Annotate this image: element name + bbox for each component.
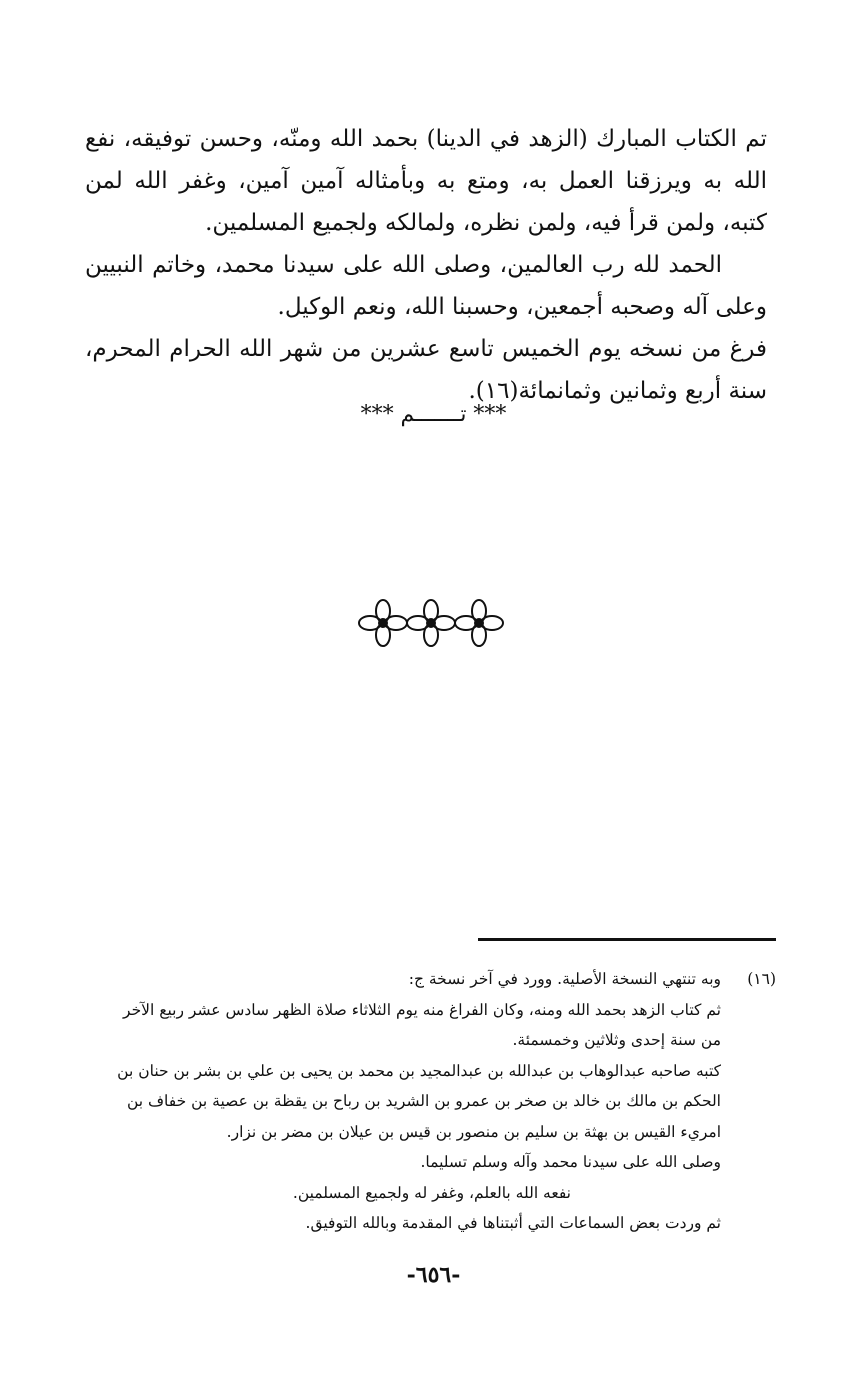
footnote-line: نفعه الله بالعلم، وغفر له ولجميع المسلمين. <box>292 1183 571 1202</box>
colophon-paragraph: تم الكتاب المبارك (الزهد في الدينا) بحمد الله ومنّه، وحسن توفيقه، نفع الله به ويرزقنا العمل به، ومتع به وبأمثاله آمين آمين، وغفر الله لمن كتبه، ولمن قرأ فيه، ولمن نظره، ولمالكه ولجميع المسلمين. <box>85 126 767 236</box>
footnote-body <box>100 964 721 1239</box>
footnote-line: ثم كتاب الزهد بحمد الله ومنه، وكان الفراغ منه يوم الثلاثاء صلاة الظهر سادس عشر ربيع الآخر من سنة إحدى وثلاثين وخمسمئة. <box>123 1000 721 1049</box>
end-mark: *** تـــــــم *** <box>360 402 507 427</box>
ornament-flower-right <box>455 600 503 646</box>
floral-ornament <box>356 596 506 650</box>
page-number: -٦٥٦- <box>406 1262 461 1288</box>
footnote-16 <box>100 964 776 1239</box>
footnotes <box>100 964 776 1239</box>
footnote-line: كتبه صاحبه عبدالوهاب بن عبدالله بن عبدالمجيد بن محمد بن يحيى بن علي بن بشر بن حنان بن الحكم بن مالك بن خالد بن صخر بن عمرو بن الشريد بن رباح بن يقظة بن عصية بن خفاف بن امريء القيس بن بهثة بن سليم بن منصور بن قيس بن عيلان بن مضر بن نزار. <box>117 1061 721 1141</box>
praise-paragraph: الحمد لله رب العالمين، وصلى الله على سيدنا محمد، وخاتم النبيين وعلى آله وصحبه أجمعين، وحسبنا الله، ونعم الوكيل. <box>85 252 767 320</box>
footnote-number: (١٦) <box>747 970 776 988</box>
ornament-flower-left <box>359 600 407 646</box>
main-text <box>85 118 767 412</box>
footnote-line: وبه تنتهي النسخة الأصلية. وورد في آخر نسخة ج: <box>408 970 721 988</box>
ornament-flower-center <box>407 600 455 646</box>
footnote-line: وصلى الله على سيدنا محمد وآله وسلم تسليما. <box>420 1153 721 1171</box>
footnote-line: ثم وردت بعض السماعات التي أثبتناها في المقدمة وبالله التوفيق. <box>305 1214 721 1232</box>
completion-date-paragraph: فرغ من نسخه يوم الخميس تاسع عشرين من شهر الله الحرام المحرم، سنة أربع وثمانين وثمانمائة(١٦). <box>85 336 767 404</box>
footnote-divider <box>478 938 776 941</box>
